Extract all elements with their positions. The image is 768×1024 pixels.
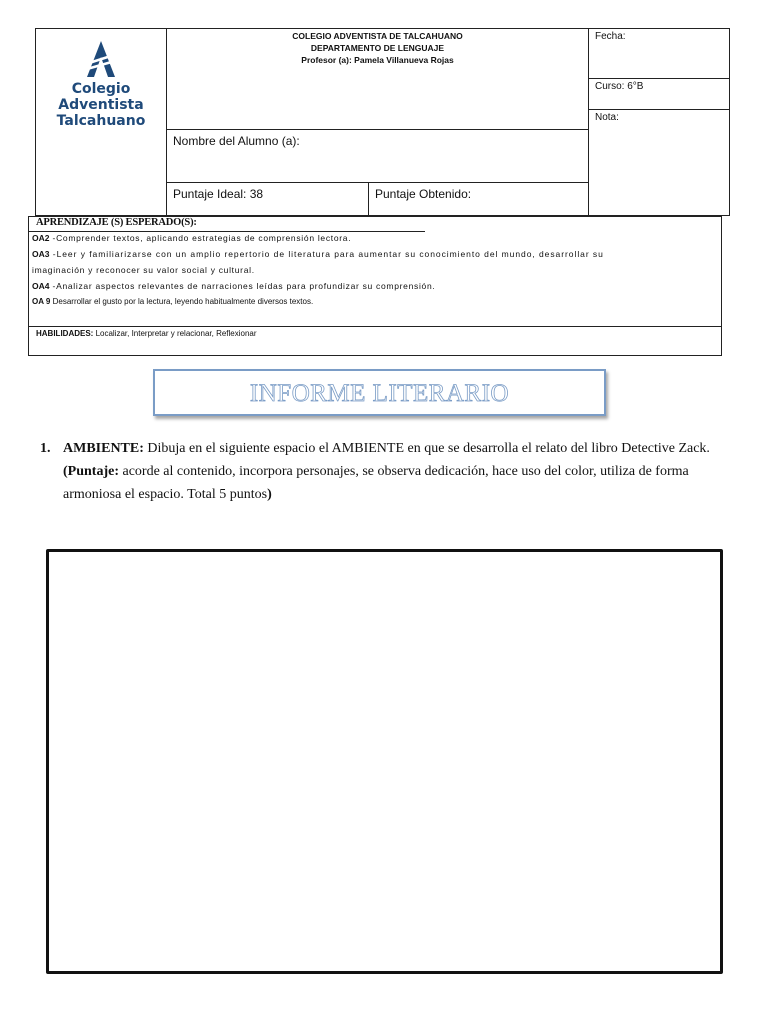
objective-code: OA 9 xyxy=(32,297,51,306)
school-name: COLEGIO ADVENTISTA DE TALCAHUANO xyxy=(292,31,463,41)
objective-oa3 xyxy=(32,249,604,259)
student-name-label: Nombre del Alumno (a): xyxy=(173,134,300,148)
objective-text: -Leer y familiarizarse con un amplio repertorio de literatura para aumentar su conocimiento del mundo, desarrollar su xyxy=(49,249,604,259)
objective-code: OA3 xyxy=(32,249,50,259)
title-banner xyxy=(153,369,606,416)
objective-oa9 xyxy=(32,297,313,306)
logo-line-2: Adventista xyxy=(58,97,144,113)
department-name: DEPARTAMENTO DE LENGUAJE xyxy=(310,43,445,53)
objective-oa3-continued xyxy=(32,265,255,275)
info-column xyxy=(588,29,730,215)
header-table xyxy=(35,28,730,216)
title-underline xyxy=(29,231,425,232)
skills xyxy=(36,329,257,338)
school-info xyxy=(167,29,588,130)
objective-oa4 xyxy=(32,281,435,291)
question-text: Dibuja en el siguiente espacio el AMBIENTE en que se desarrolla el relato del libro Detective Zack. xyxy=(143,441,710,456)
objective-code: OA2 xyxy=(32,233,50,243)
question-number: 1. xyxy=(40,441,51,456)
logo-line-3: Talcahuano xyxy=(56,113,146,129)
objective-text: Desarrollar el gusto por la lectura, leyendo habitualmente diversos textos. xyxy=(50,297,314,306)
date-label: Fecha: xyxy=(595,31,626,42)
course-label: Curso: 6°B xyxy=(595,81,644,92)
grade-label: Nota: xyxy=(595,112,619,123)
score-text: acorde al contenido, incorpora personajes, se observa dedicación, hace uso del color, utiliza de forma armoniosa el espacio. Total 5 puntos xyxy=(63,464,689,502)
grade-field[interactable] xyxy=(589,110,730,215)
objective-text: -Comprender textos, aplicando estrategias de comprensión lectora. xyxy=(49,233,352,243)
objective-code: OA4 xyxy=(32,281,50,291)
logo-text xyxy=(36,81,166,129)
school-logo-icon xyxy=(84,39,118,79)
score-close: ) xyxy=(267,487,272,502)
objective-text: imaginación y reconocer su valor social y cultural. xyxy=(32,265,255,275)
logo-cell xyxy=(36,29,167,215)
date-field[interactable] xyxy=(589,29,730,79)
teacher-name: Profesor (a): Pamela Villanueva Rojas xyxy=(301,55,454,65)
logo-line-1: Colegio xyxy=(71,81,131,97)
skills-divider xyxy=(29,326,721,327)
objective-text: -Analizar aspectos relevantes de narraciones leídas para profundizar su comprensión. xyxy=(49,281,436,291)
objective-oa2 xyxy=(32,233,351,243)
skills-label: HABILIDADES: xyxy=(36,329,94,338)
banner-title: INFORME LITERARIO xyxy=(249,380,510,407)
obtained-score-label: Puntaje Obtenido: xyxy=(375,187,472,201)
learning-objectives xyxy=(28,216,722,356)
course-field xyxy=(589,79,730,110)
question-body xyxy=(63,437,730,506)
objectives-title: APRENDIZAJE (S) ESPERADO(S): xyxy=(36,217,197,228)
ideal-score-cell xyxy=(167,183,369,215)
question-label: AMBIENTE: xyxy=(63,441,144,456)
drawing-area[interactable] xyxy=(46,549,723,974)
student-name-field[interactable] xyxy=(167,129,588,183)
ideal-score-label: Puntaje Ideal: 38 xyxy=(173,187,264,201)
score-label: (Puntaje: xyxy=(63,464,119,479)
obtained-score-field[interactable] xyxy=(369,183,588,215)
skills-text: Localizar, Interpretar y relacionar, Reflexionar xyxy=(93,329,257,338)
